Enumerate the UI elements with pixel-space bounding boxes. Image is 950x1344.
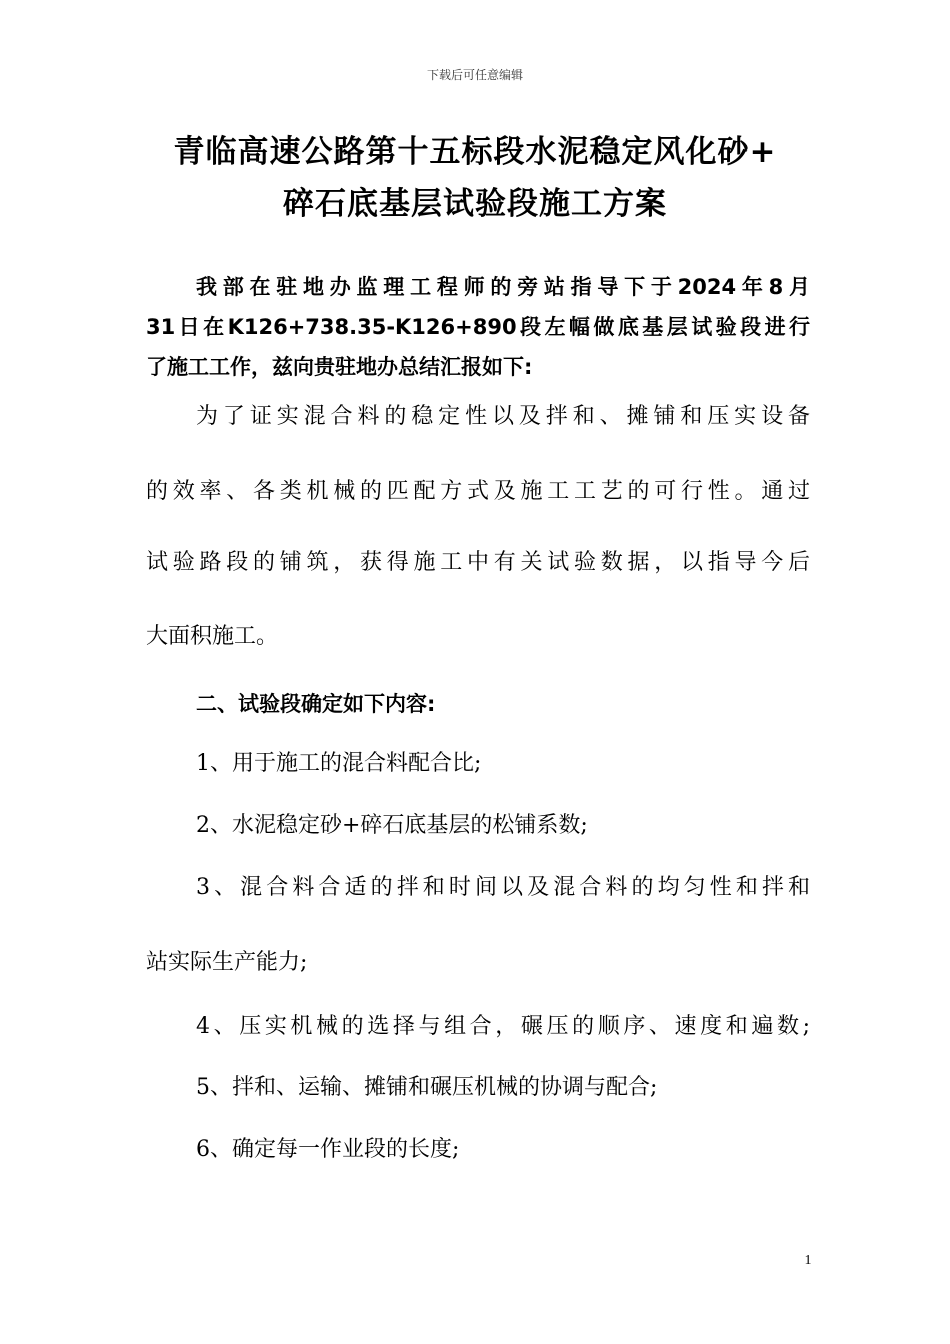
list-item-3-line-1: 3、混合料合适的拌和时间以及混合料的均匀性和拌和	[196, 875, 810, 900]
list-item-5: 5、拌和、运输、摊铺和碾压机械的协调与配合;	[196, 1075, 658, 1100]
header-note: 下载后可任意编辑	[426, 68, 523, 82]
intro-line-2: 31日在K126+738.35-K126+890段左幅做底基层试验段进行	[146, 315, 810, 339]
intro-line-3: 了施工工作，兹向贵驻地办总结汇报如下:	[146, 355, 533, 379]
list-item-2: 2、水泥稳定砂+碎石底基层的松铺系数;	[196, 813, 588, 838]
list-item-4: 4、压实机械的选择与组合，碾压的顺序、速度和遍数;	[196, 1014, 810, 1039]
purpose-line-4: 大面积施工。	[146, 624, 279, 649]
purpose-line-2: 的效率、各类机械的匹配方式及施工工艺的可行性。通过	[146, 479, 810, 504]
list-item-3-line-2: 站实际生产能力;	[146, 950, 308, 975]
purpose-line-1: 为了证实混合料的稳定性以及拌和、摊铺和压实设备	[196, 404, 810, 429]
section-heading: 二、试验段确定如下内容:	[196, 692, 436, 716]
document-title-line-1: 青临高速公路第十五标段水泥稳定风化砂+	[173, 134, 777, 170]
document-title-line-2: 碎石底基层试验段施工方案	[283, 186, 667, 222]
list-item-1: 1、用于施工的混合料配合比;	[196, 751, 482, 776]
page-number: 1	[804, 1253, 812, 1268]
list-item-6: 6、确定每一作业段的长度;	[196, 1137, 460, 1162]
purpose-line-3: 试验路段的铺筑，获得施工中有关试验数据，以指导今后	[146, 550, 810, 575]
intro-line-1: 我部在驻地办监理工程师的旁站指导下于2024年8月	[196, 275, 810, 299]
